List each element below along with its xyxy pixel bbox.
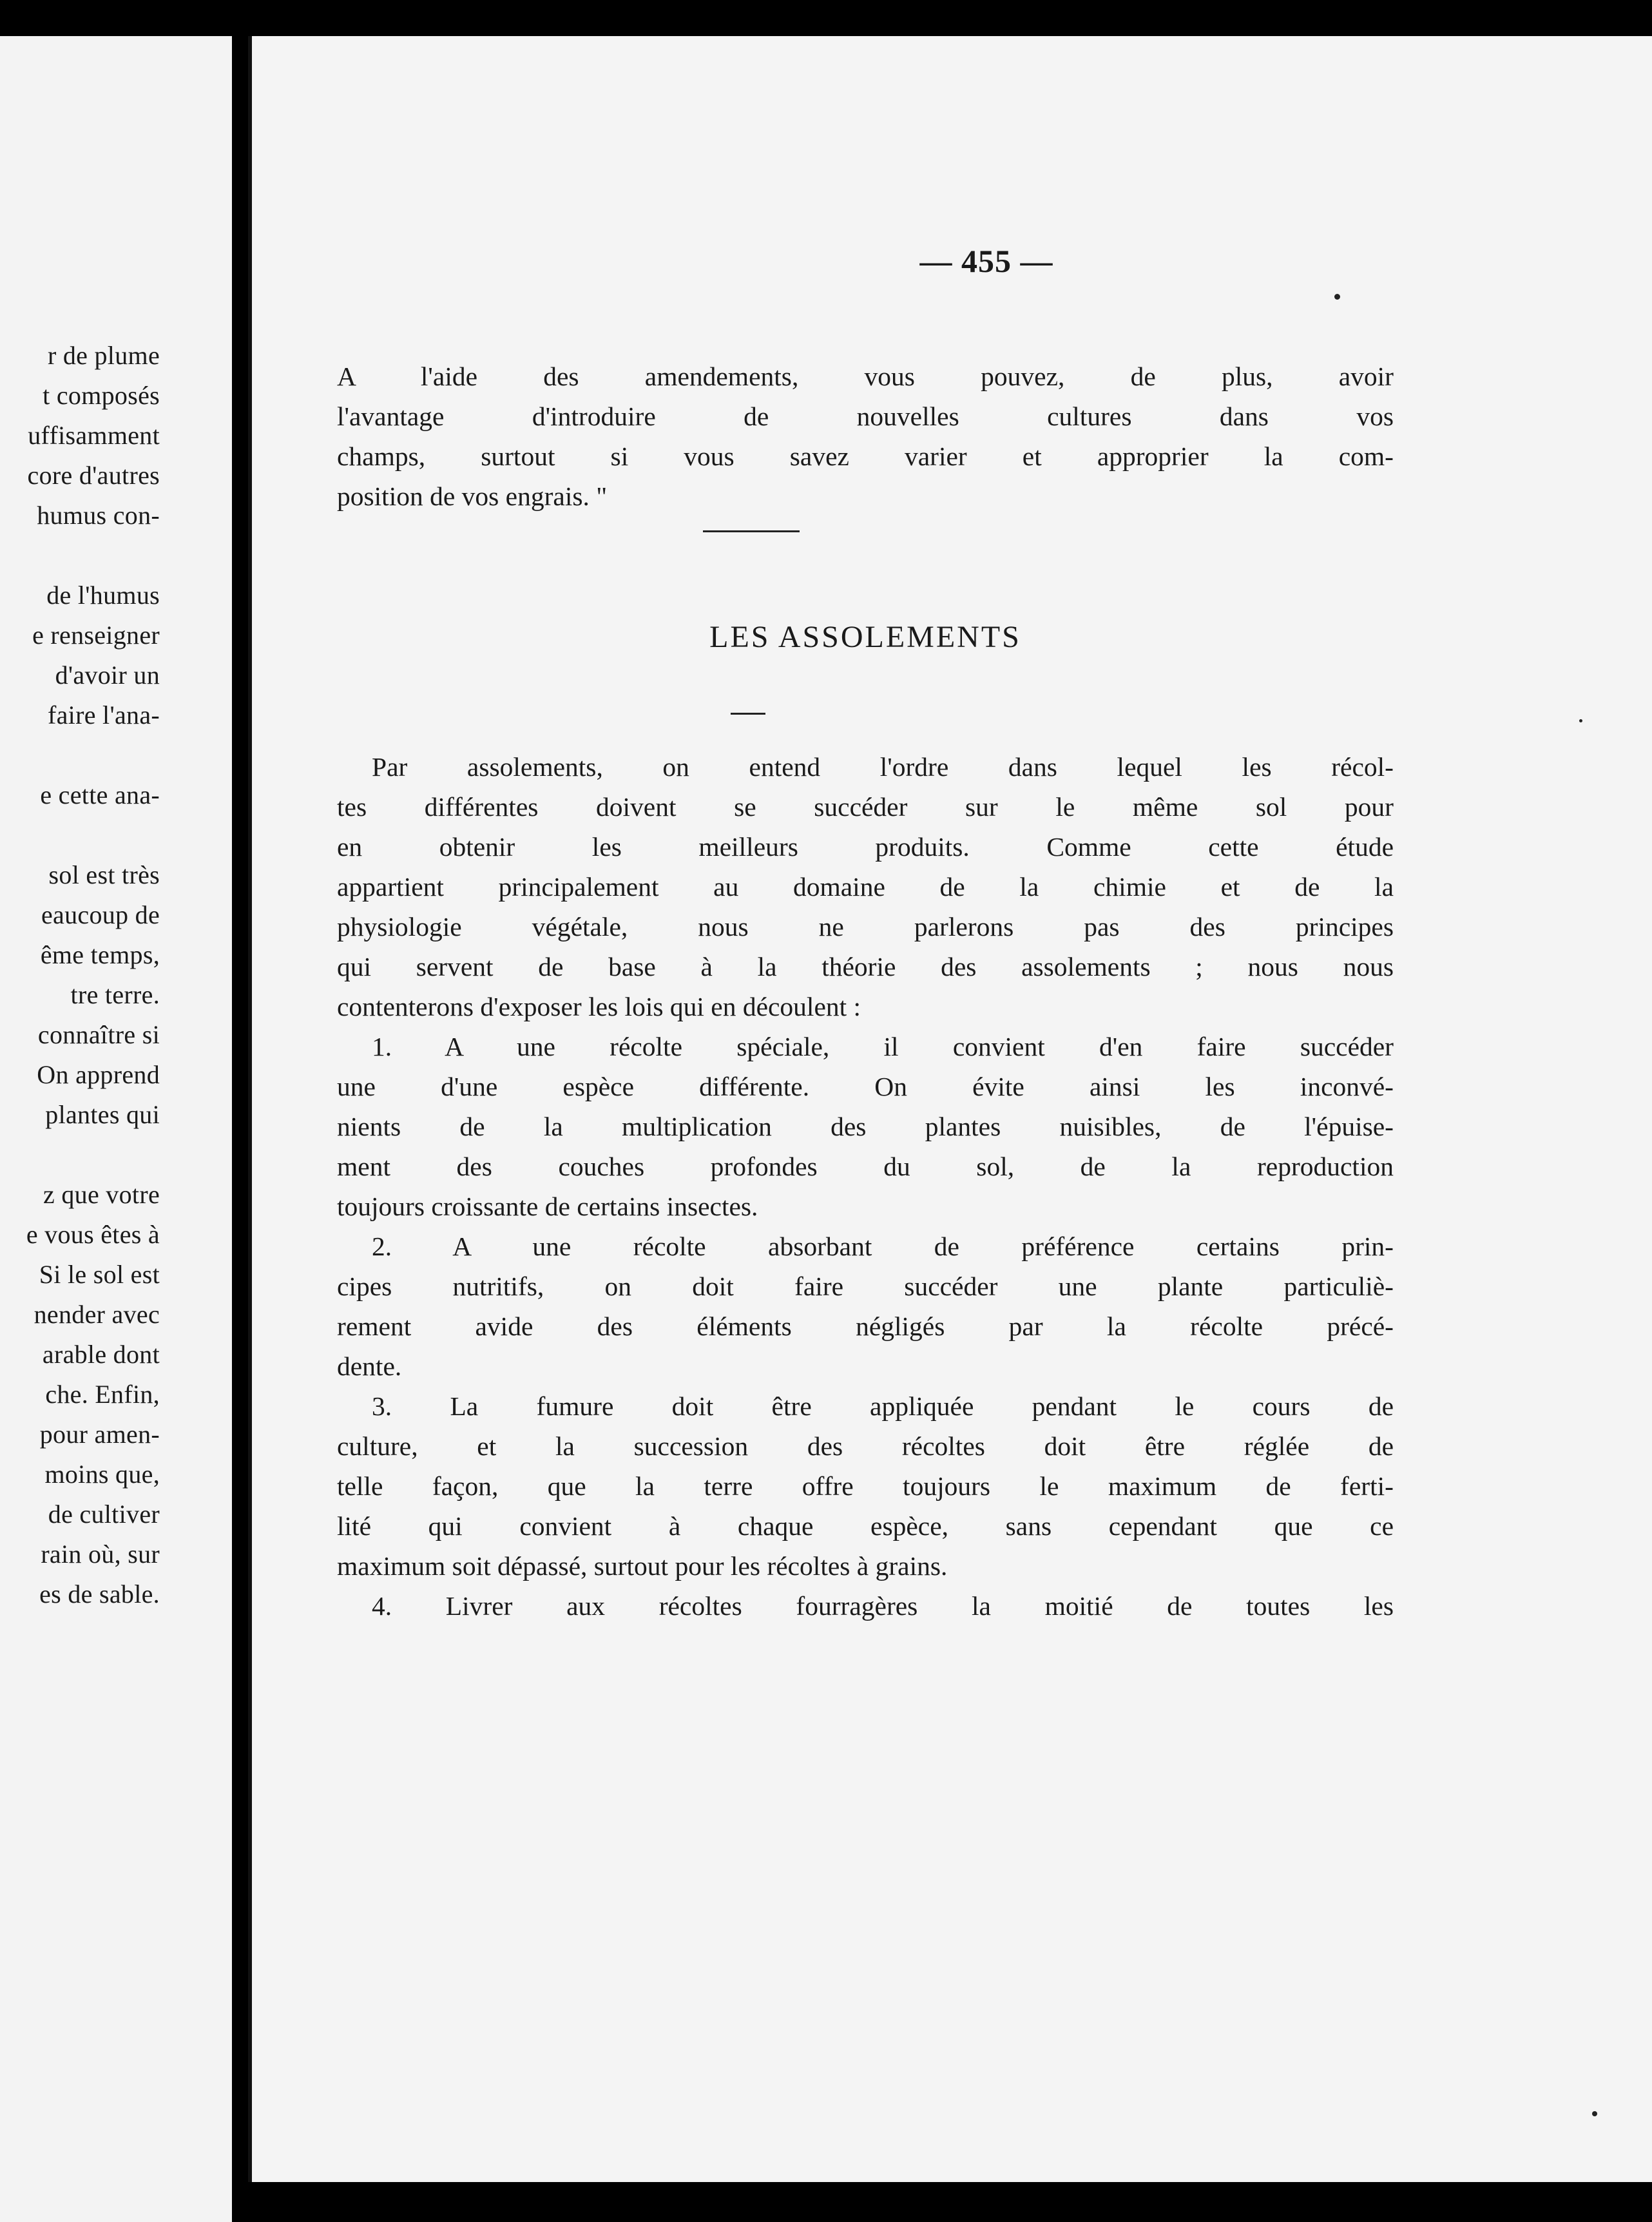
body-line: ment des couches profondes du sol, de la reproduction: [337, 1152, 1394, 1181]
body-line: Par assolements, on entend l'ordre dans lequel les récol-: [372, 752, 1394, 782]
intro-line: position de vos engrais. ": [337, 481, 608, 511]
section-title: LES ASSOLEMENTS: [709, 620, 1021, 654]
prev-line: connaître si: [37, 1020, 160, 1049]
body-line: 4. Livrer aux récoltes fourragères la moitié de toutes les: [372, 1591, 1394, 1621]
body-line: lité qui convient à chaque espèce, sans cependant que ce: [337, 1511, 1394, 1541]
body-line: une d'une espèce différente. On évite ainsi les inconvé-: [337, 1072, 1394, 1101]
section-divider: [703, 530, 800, 532]
body-line: 3. La fumure doit être appliquée pendant le cours de: [372, 1391, 1394, 1421]
body-line: 2. A une récolte absorbant de préférence certains prin-: [372, 1232, 1394, 1261]
previous-page-fragment: [0, 36, 232, 2222]
prev-line: de cultiver: [48, 1500, 160, 1529]
intro-line: A l'aide des amendements, vous pouvez, de plus, avoir: [337, 362, 1394, 391]
body-line: rement avide des éléments négligés par la récolte précé-: [337, 1311, 1394, 1341]
prev-line: de l'humus: [46, 581, 160, 610]
body-line: contenterons d'exposer les lois qui en découlent :: [337, 992, 861, 1021]
prev-line: uffisamment: [28, 421, 160, 450]
print-speck: [1592, 2111, 1597, 2116]
prev-line: faire l'ana-: [47, 700, 160, 729]
prev-line: arable dont: [42, 1340, 160, 1369]
body-line: 1. A une récolte spéciale, il convient d'en faire succéder: [372, 1032, 1394, 1061]
page-number: — 455 —: [919, 243, 1053, 279]
body-line: telle façon, que la terre offre toujours le maximum de ferti-: [337, 1471, 1394, 1501]
intro-line: champs, surtout si vous savez varier et approprier la com-: [337, 441, 1394, 471]
prev-line: che. Enfin,: [45, 1380, 160, 1409]
prev-line: pour amen-: [39, 1420, 160, 1449]
body-line: dente.: [337, 1351, 402, 1381]
body-line: cipes nutritifs, on doit faire succéder une plante particuliè-: [337, 1271, 1394, 1301]
current-page: [248, 36, 1652, 2182]
prev-line: plantes qui: [45, 1100, 160, 1129]
prev-line: rain où, sur: [41, 1540, 160, 1569]
prev-line: e vous êtes à: [26, 1220, 160, 1249]
body-line: maximum soit dépassé, surtout pour les récoltes à grains.: [337, 1551, 948, 1581]
body-line: qui servent de base à la théorie des assolements ; nous nous: [337, 952, 1394, 981]
print-speck: [1579, 719, 1582, 722]
body-line: en obtenir les meilleurs produits. Comme cette étude: [337, 832, 1394, 862]
body-line: physiologie végétale, nous ne parlerons pas des principes: [337, 912, 1394, 942]
prev-line: t composés: [43, 381, 160, 410]
prev-line: eaucoup de: [41, 900, 160, 929]
body-line: toujours croissante de certains insectes.: [337, 1192, 758, 1221]
prev-line: ême temps,: [40, 940, 160, 969]
prev-line: humus con-: [37, 501, 160, 530]
body-line: culture, et la succession des récoltes doit être réglée de: [337, 1431, 1394, 1461]
prev-line: e cette ana-: [40, 780, 160, 809]
body-line: tes différentes doivent se succéder sur le même sol pour: [337, 792, 1394, 822]
body-line: nients de la multiplication des plantes nuisibles, de l'épuise-: [337, 1112, 1394, 1141]
prev-line: sol est très: [48, 860, 160, 889]
prev-line: On apprend: [37, 1060, 160, 1089]
print-speck: [1334, 294, 1340, 300]
prev-line: e renseigner: [32, 621, 160, 650]
prev-line: r de plume: [47, 341, 160, 370]
intro-line: l'avantage d'introduire de nouvelles cultures dans vos: [337, 401, 1394, 431]
body-line: appartient principalement au domaine de la chimie et de la: [337, 872, 1394, 902]
prev-line: Si le sol est: [39, 1260, 160, 1289]
prev-line: tre terre.: [70, 980, 160, 1009]
prev-line: z que votre: [43, 1180, 160, 1209]
prev-line: nender avec: [34, 1300, 160, 1329]
prev-line: core d'autres: [27, 461, 160, 490]
prev-line: d'avoir un: [55, 661, 160, 690]
prev-line: es de sable.: [39, 1580, 160, 1609]
prev-line: moins que,: [44, 1460, 160, 1489]
title-underline: [731, 713, 765, 715]
